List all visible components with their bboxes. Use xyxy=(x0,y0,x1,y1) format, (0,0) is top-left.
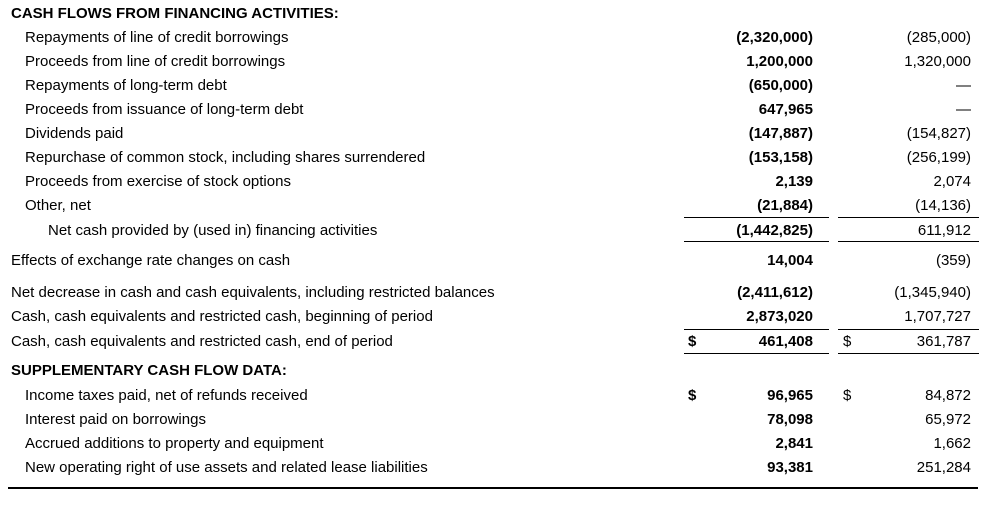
row-label: Income taxes paid, net of refunds received xyxy=(25,387,308,404)
ending-balance-row xyxy=(0,331,993,353)
current-value: (2,411,612) xyxy=(737,284,813,301)
current-value: (147,887) xyxy=(748,125,813,142)
subtotal-rule xyxy=(838,329,979,330)
row-label: Repayments of line of credit borrowings xyxy=(25,29,289,46)
prior-value: (14,136) xyxy=(915,197,971,214)
table-row xyxy=(0,195,993,217)
total-rule xyxy=(684,353,829,354)
current-value: 461,408 xyxy=(758,333,813,350)
beginning-balance-row xyxy=(0,306,993,328)
row-label: Interest paid on borrowings xyxy=(25,411,206,428)
row-label: Proceeds from exercise of stock options xyxy=(25,173,291,190)
total-rule xyxy=(838,241,979,242)
table-row xyxy=(0,409,993,431)
subtotal-rule xyxy=(684,217,829,218)
total-rule xyxy=(838,353,979,354)
table-row xyxy=(0,27,993,49)
current-value: (650,000) xyxy=(748,77,813,94)
net-decrease-row xyxy=(0,282,993,304)
current-value: 93,381 xyxy=(767,459,813,476)
current-value: 2,841 xyxy=(775,435,813,452)
financing-section xyxy=(0,3,993,25)
row-label: Dividends paid xyxy=(25,125,124,142)
row-label: New operating right of use assets and related lease liabilities xyxy=(25,459,428,476)
financing-total-row xyxy=(0,220,993,242)
row-label: Cash, cash equivalents and restricted cash, beginning of period xyxy=(11,308,433,325)
total-rule xyxy=(684,241,829,242)
current-value: (21,884) xyxy=(757,197,813,214)
currency-symbol: $ xyxy=(688,387,697,404)
row-label: Proceeds from issuance of long-term debt xyxy=(25,101,304,118)
currency-symbol: $ xyxy=(843,333,852,350)
row-label: Proceeds from line of credit borrowings xyxy=(25,53,286,70)
prior-value: (359) xyxy=(935,252,971,269)
row-label: Effects of exchange rate changes on cash xyxy=(11,252,291,269)
row-label: Repayments of long-term debt xyxy=(25,77,227,94)
currency-symbol: $ xyxy=(843,387,852,404)
row-label: Repurchase of common stock, including shares surrendered xyxy=(25,149,426,166)
prior-value: — xyxy=(956,101,971,118)
row-label: Net decrease in cash and cash equivalents, including restricted balances xyxy=(11,284,495,301)
current-value: 78,098 xyxy=(767,411,813,428)
table-row xyxy=(0,99,993,121)
row-label: Cash, cash equivalents and restricted cash, end of period xyxy=(11,333,393,350)
table-row xyxy=(0,147,993,169)
current-value: 2,139 xyxy=(775,173,813,190)
row-label: Net cash provided by (used in) financing activities xyxy=(48,222,378,239)
current-value: 647,965 xyxy=(758,101,813,118)
prior-value: 1,707,727 xyxy=(904,308,971,325)
section-heading: SUPPLEMENTARY CASH FLOW DATA: xyxy=(11,362,287,379)
prior-value: 65,972 xyxy=(925,411,971,428)
subtotal-rule xyxy=(838,217,979,218)
current-value: (2,320,000) xyxy=(736,29,813,46)
current-value: (153,158) xyxy=(748,149,813,166)
prior-value: (1,345,940) xyxy=(894,284,971,301)
row-label: Accrued additions to property and equipment xyxy=(25,435,324,452)
section-heading: CASH FLOWS FROM FINANCING ACTIVITIES: xyxy=(11,5,339,22)
current-value: 1,200,000 xyxy=(746,53,813,70)
prior-value: (285,000) xyxy=(906,29,971,46)
prior-value: (256,199) xyxy=(906,149,971,166)
subtotal-rule xyxy=(684,329,829,330)
table-row xyxy=(0,457,993,479)
current-value: 2,873,020 xyxy=(746,308,813,325)
currency-symbol: $ xyxy=(688,333,697,350)
exchange-row xyxy=(0,250,993,272)
supplementary-section xyxy=(0,360,993,382)
table-row xyxy=(0,51,993,73)
bottom-rule xyxy=(8,487,978,489)
table-row xyxy=(0,385,993,407)
table-row xyxy=(0,123,993,145)
prior-value: 361,787 xyxy=(916,333,971,350)
prior-value: 1,662 xyxy=(933,435,971,452)
prior-value: 611,912 xyxy=(917,222,971,239)
current-value: (1,442,825) xyxy=(736,222,813,239)
table-row xyxy=(0,171,993,193)
prior-value: (154,827) xyxy=(906,125,971,142)
row-label: Other, net xyxy=(25,197,91,214)
table-row xyxy=(0,433,993,455)
table-row xyxy=(0,75,993,97)
prior-value: 251,284 xyxy=(916,459,971,476)
current-value: 14,004 xyxy=(767,252,813,269)
prior-value: 84,872 xyxy=(925,387,971,404)
current-value: 96,965 xyxy=(767,387,813,404)
prior-value: 2,074 xyxy=(933,173,971,190)
prior-value: 1,320,000 xyxy=(904,53,971,70)
prior-value: — xyxy=(956,77,971,94)
